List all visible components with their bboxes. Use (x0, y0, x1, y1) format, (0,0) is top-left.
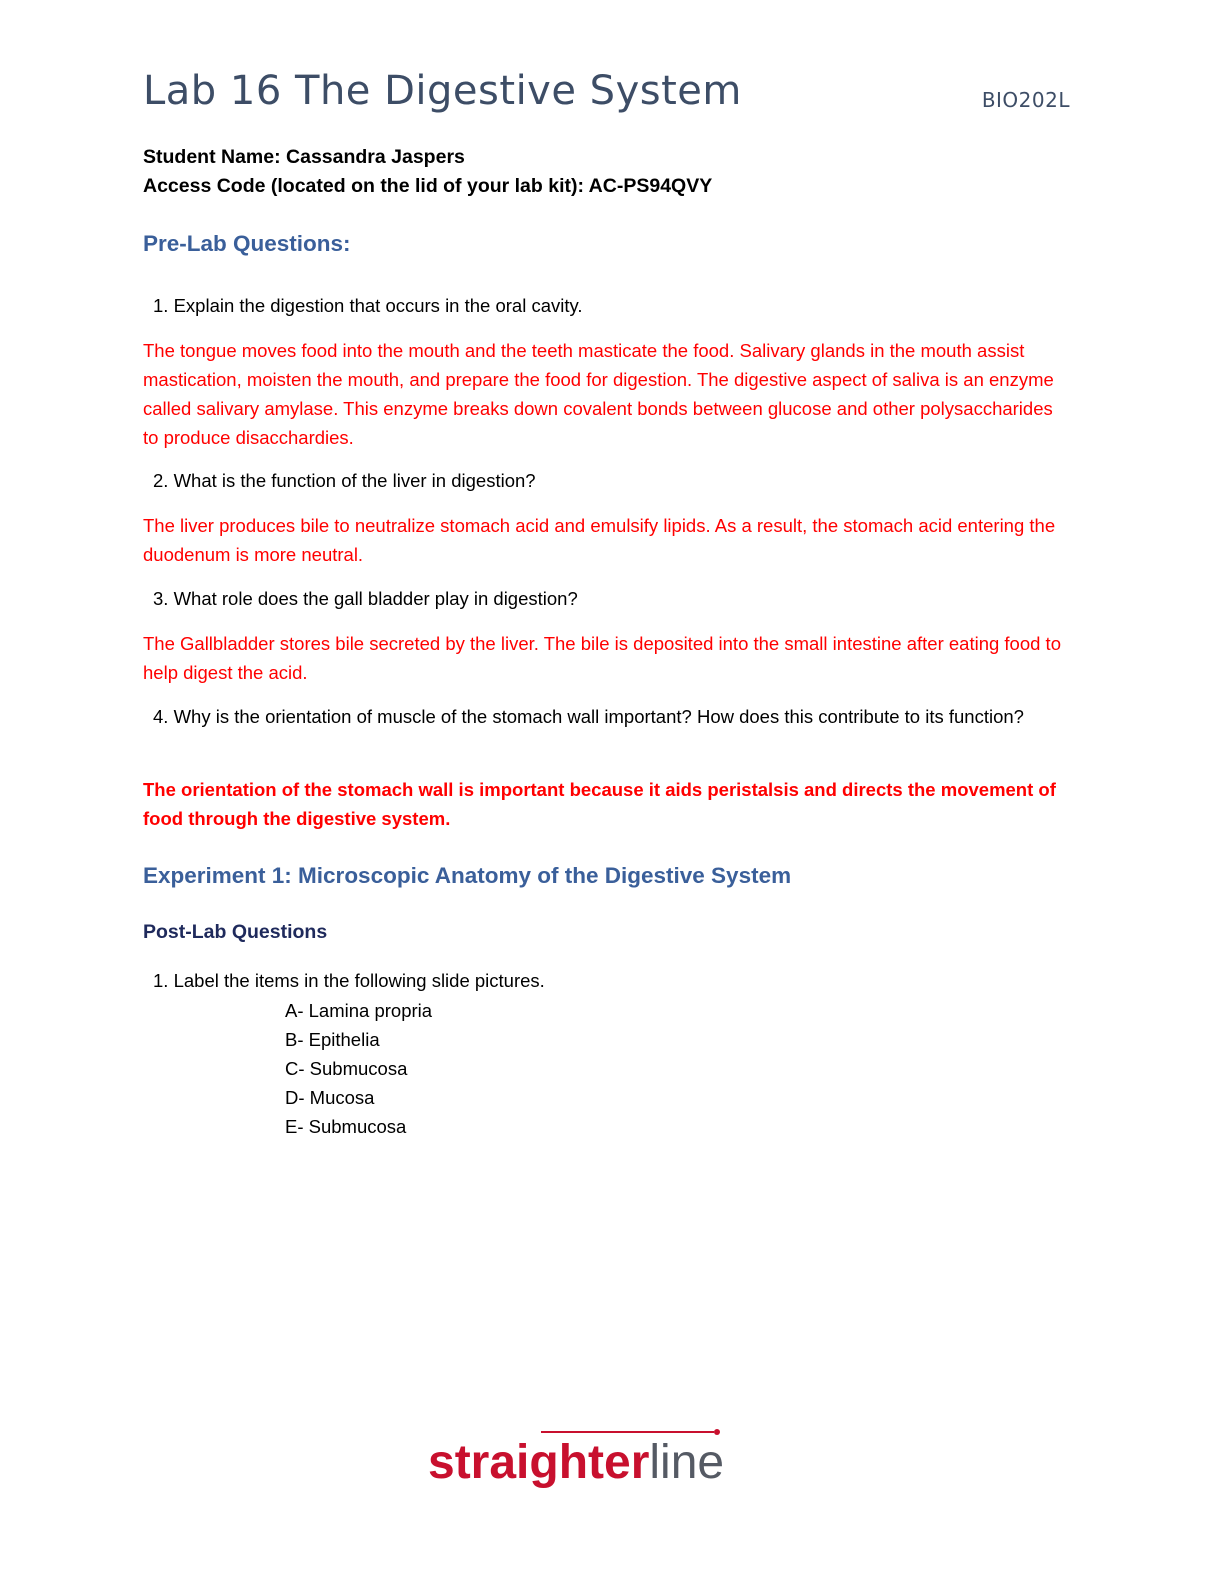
question-number: 2. (153, 470, 169, 491)
prelab-question-4 (143, 702, 1073, 731)
question-text: Explain the digestion that occurs in the oral cavity. (173, 295, 583, 316)
question-text: What role does the gall bladder play in digestion? (173, 588, 578, 609)
experiment-1-heading: Experiment 1: Microscopic Anatomy of the Digestive System (143, 863, 792, 888)
postlab-heading: Post-Lab Questions (143, 921, 328, 943)
slide-label-list (285, 996, 432, 1141)
question-number: 3. (153, 588, 169, 609)
slide-label-item: D- Mucosa (285, 1087, 375, 1108)
prelab-answer-4: The orientation of the stomach wall is important because it aids peristalsis and directs the movement of food through the digestive system. (143, 779, 1056, 829)
logo-wordmark (428, 1436, 724, 1489)
question-number: 4. (153, 706, 169, 727)
slide-label-item: E- Submucosa (285, 1116, 407, 1137)
slide-label-item: A- Lamina propria (285, 1000, 433, 1021)
question-number: 1. (153, 295, 169, 316)
logo-dot (714, 1429, 720, 1435)
postlab-question-1 (143, 966, 1073, 995)
logo-text-bold: straighter (428, 1436, 650, 1489)
question-text: Why is the orientation of muscle of the stomach wall important? How does this contribute to its function? (173, 706, 1024, 727)
student-name: Student Name: Cassandra Jaspers (143, 146, 465, 168)
prelab-question-3 (143, 584, 1073, 613)
student-info (143, 143, 712, 201)
prelab-answer-3: The Gallbladder stores bile secreted by the liver. The bile is deposited into the small intestine after eating food to help digest the acid. (143, 633, 1061, 683)
prelab-answer-1: The tongue moves food into the mouth and the teeth masticate the food. Salivary glands in the mouth assist mastication, moisten the mouth, and prepare the food for digestion. The digestive aspect of saliva is an enzyme called salivary amylase. This enzyme breaks down covalent bonds between glucose and other polysaccharides to produce disacchardies. (143, 340, 1054, 448)
access-code: Access Code (located on the lid of your lab kit): AC-PS94QVY (143, 175, 713, 197)
prelab-question-2 (143, 466, 1073, 495)
course-code: BIO202L (981, 88, 1070, 112)
prelab-question-1 (143, 291, 1073, 320)
document-title: Lab 16 The Digestive System (143, 68, 742, 114)
logo-text-light: line (649, 1436, 725, 1489)
prelab-answer-2: The liver produces bile to neutralize stomach acid and emulsify lipids. As a result, the stomach acid entering the duodenum is more neutral. (143, 515, 1056, 565)
question-text: Label the items in the following slide pictures. (173, 970, 545, 991)
straighterline-logo (428, 1426, 788, 1496)
slide-label-item: C- Submucosa (285, 1058, 408, 1079)
slide-label-item: B- Epithelia (285, 1029, 380, 1050)
question-number: 1. (153, 970, 169, 991)
question-text: What is the function of the liver in digestion? (173, 470, 536, 491)
prelab-heading: Pre-Lab Questions: (143, 231, 351, 256)
